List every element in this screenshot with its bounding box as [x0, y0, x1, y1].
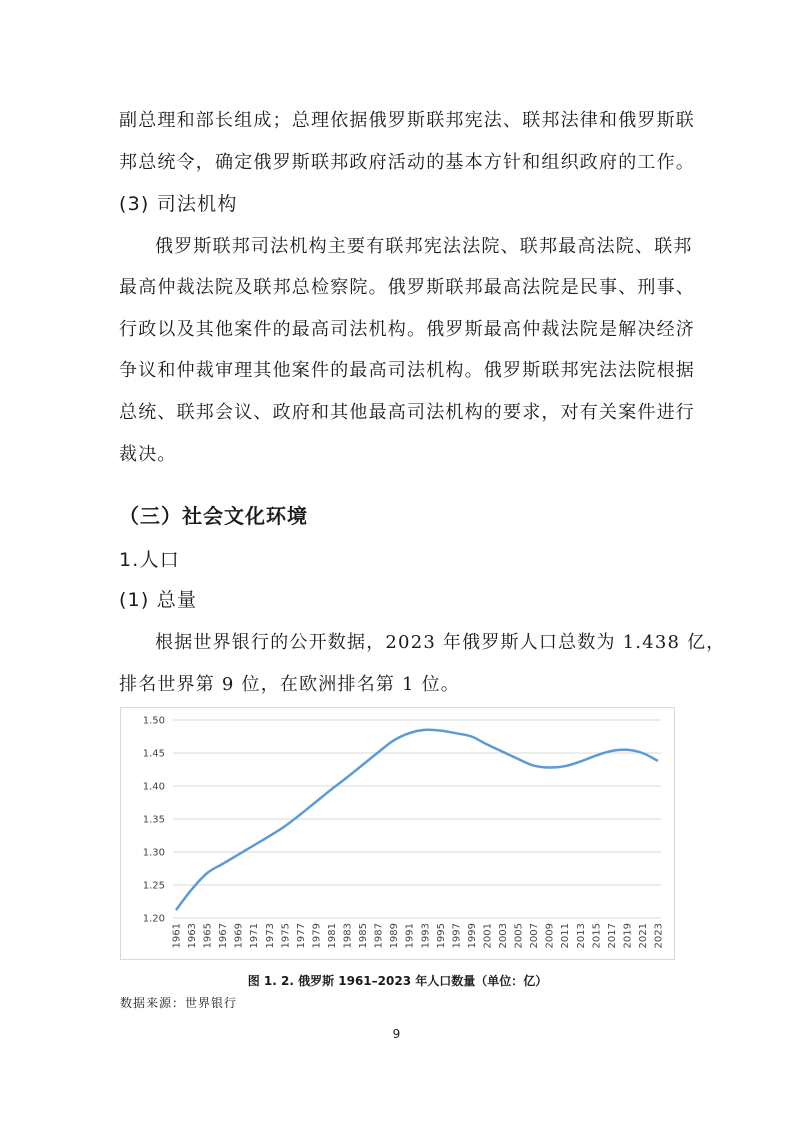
- paragraph-line: 行政以及其他案件的最高司法机构。俄罗斯最高仲裁法院是解决经济: [119, 319, 695, 340]
- x-tick-label: 2005: [513, 923, 525, 949]
- x-tick-label: 1989: [389, 923, 401, 949]
- x-tick-label: 1987: [373, 923, 385, 949]
- x-tick-label: 2001: [482, 923, 494, 949]
- heading-total: (1) 总量: [119, 589, 198, 611]
- y-tick-label: 1.40: [142, 781, 165, 793]
- x-tick-label: 2013: [575, 923, 587, 949]
- x-tick-label: 1995: [435, 923, 447, 949]
- paragraph-line: 裁决。: [119, 444, 177, 465]
- x-tick-label: 1981: [326, 923, 338, 949]
- x-tick-label: 1975: [280, 923, 292, 949]
- paragraph-line: 最高仲裁法院及联邦总检察院。俄罗斯联邦最高法院是民事、刑事、: [119, 277, 695, 298]
- x-tick-label: 2003: [498, 923, 510, 949]
- population-chart: [120, 707, 675, 960]
- figure-caption: 图 1. 2. 俄罗斯 1961–2023 年人口数量（单位：亿）: [247, 974, 548, 988]
- section-title: （三）社会文化环境: [119, 504, 308, 528]
- paragraph-line: 俄罗斯联邦司法机构主要有联邦宪法法院、联邦最高法院、联邦: [155, 236, 693, 257]
- subsection-title: 1.人口: [119, 549, 180, 571]
- x-tick-label: 1997: [451, 923, 463, 949]
- chart-svg: [121, 708, 676, 961]
- paragraph-line: 总统、联邦会议、政府和其他最高司法机构的要求，对有关案件进行: [119, 402, 695, 423]
- x-tick-label: 2023: [653, 923, 665, 949]
- paragraph-line: 副总理和部长组成；总理依据俄罗斯联邦宪法、联邦法律和俄罗斯联: [119, 110, 695, 131]
- paragraph-line: 邦总统令，确定俄罗斯联邦政府活动的基本方针和组织政府的工作。: [119, 152, 695, 173]
- paragraph-line: 根据世界银行的公开数据，2023 年俄罗斯人口总数为 1.438 亿，: [155, 632, 726, 653]
- x-tick-label: 1993: [420, 923, 432, 949]
- x-tick-label: 1983: [342, 923, 354, 949]
- y-tick-label: 1.20: [142, 913, 165, 925]
- y-tick-label: 1.50: [142, 715, 165, 727]
- x-tick-label: 1971: [249, 923, 261, 949]
- x-tick-label: 1999: [466, 923, 478, 949]
- data-source: 数据来源：世界银行: [120, 996, 238, 1010]
- heading-judicial: (3) 司法机构: [119, 193, 238, 215]
- paragraph-line: 排名世界第 9 位，在欧洲排名第 1 位。: [119, 674, 460, 695]
- y-tick-label: 1.35: [142, 814, 165, 826]
- x-tick-label: 1961: [171, 923, 183, 949]
- x-tick-label: 1963: [187, 923, 199, 949]
- x-tick-label: 2017: [606, 923, 618, 949]
- x-tick-label: 1973: [264, 923, 276, 949]
- x-tick-label: 1965: [202, 923, 214, 949]
- y-tick-label: 1.30: [142, 847, 165, 859]
- x-tick-label: 1969: [233, 923, 245, 949]
- paragraph-line: 争议和仲裁审理其他案件的最高司法机构。俄罗斯联邦宪法法院根据: [119, 360, 695, 381]
- x-tick-label: 2021: [637, 923, 649, 949]
- x-tick-label: 2011: [560, 923, 572, 949]
- y-tick-label: 1.45: [142, 748, 165, 760]
- x-tick-label: 2015: [591, 923, 603, 949]
- x-tick-label: 1967: [218, 923, 230, 949]
- x-tick-label: 2007: [529, 923, 541, 949]
- y-tick-label: 1.25: [142, 880, 165, 892]
- x-tick-label: 1985: [358, 923, 370, 949]
- x-tick-label: 1977: [295, 923, 307, 949]
- x-tick-label: 2009: [544, 923, 556, 949]
- x-tick-label: 1979: [311, 923, 323, 949]
- x-tick-label: 2019: [622, 923, 634, 949]
- series-line: [176, 730, 658, 910]
- page-number: 9: [392, 1027, 401, 1041]
- x-tick-label: 1991: [404, 923, 416, 949]
